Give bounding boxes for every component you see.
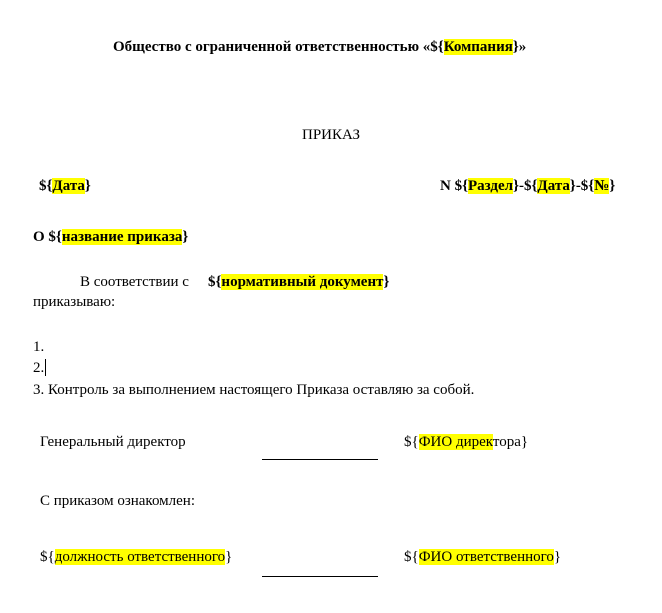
date-field [39, 177, 91, 195]
section-placeholder: Раздел [468, 178, 514, 194]
subject-placeholder: название приказа [61, 229, 183, 245]
director-name-field [404, 433, 528, 451]
preamble-text: В соответствии с [80, 274, 189, 290]
order-subject [33, 228, 188, 246]
number-sep-1: }-${ [513, 178, 538, 194]
responsible-position-placeholder: должность ответственного [54, 549, 226, 565]
header-prefix: Общество с ограниченной ответственностью «${ [113, 39, 444, 55]
number-sep-2: }-${ [569, 178, 595, 194]
signatory-position: Генеральный директор [40, 434, 186, 450]
responsible-signature-line [262, 576, 378, 577]
text-cursor [45, 359, 46, 376]
document-title: ПРИКАЗ [302, 127, 360, 143]
order-number [440, 177, 615, 195]
responsible-name-field [404, 548, 561, 566]
subject-prefix: О ${ [33, 229, 62, 245]
number-placeholder: № [594, 178, 610, 194]
regulatory-doc-placeholder: нормативный документ [221, 274, 384, 290]
regulatory-doc-field [208, 273, 389, 291]
number-prefix: N ${ [440, 178, 468, 194]
regdoc-close: } [383, 274, 390, 290]
company-header [113, 38, 526, 56]
list-item-1[interactable]: 1. [33, 339, 45, 355]
header-suffix: }» [512, 39, 527, 55]
resp-position-close: } [225, 549, 233, 565]
date-close: } [84, 178, 91, 194]
order-verb: приказываю: [33, 294, 116, 310]
list-item-3[interactable]: 3. Контроль за выполнением настоящего Приказа оставляю за собой. [33, 382, 475, 398]
signature-line [262, 459, 378, 460]
resp-name-close: } [553, 549, 562, 565]
director-name-rest: тора [492, 434, 521, 450]
resp-name-open: ${ [404, 549, 419, 565]
date-placeholder: Дата [52, 178, 85, 194]
subject-close: } [182, 229, 189, 245]
regdoc-open: ${ [208, 274, 222, 290]
company-placeholder: Компания [443, 39, 513, 55]
number-date-placeholder: Дата [537, 178, 570, 194]
responsible-position-field [40, 548, 232, 566]
acquainted-label: С приказом ознакомлен: [40, 493, 196, 509]
responsible-name-placeholder: ФИО ответственного [418, 549, 554, 565]
list-item-2[interactable]: 2. [33, 360, 45, 376]
director-open: ${ [404, 434, 419, 450]
number-close: } [609, 178, 616, 194]
director-close: } [520, 434, 529, 450]
date-open: ${ [39, 178, 53, 194]
director-name-highlight: ФИО дирек [418, 434, 493, 450]
resp-position-open: ${ [40, 549, 55, 565]
